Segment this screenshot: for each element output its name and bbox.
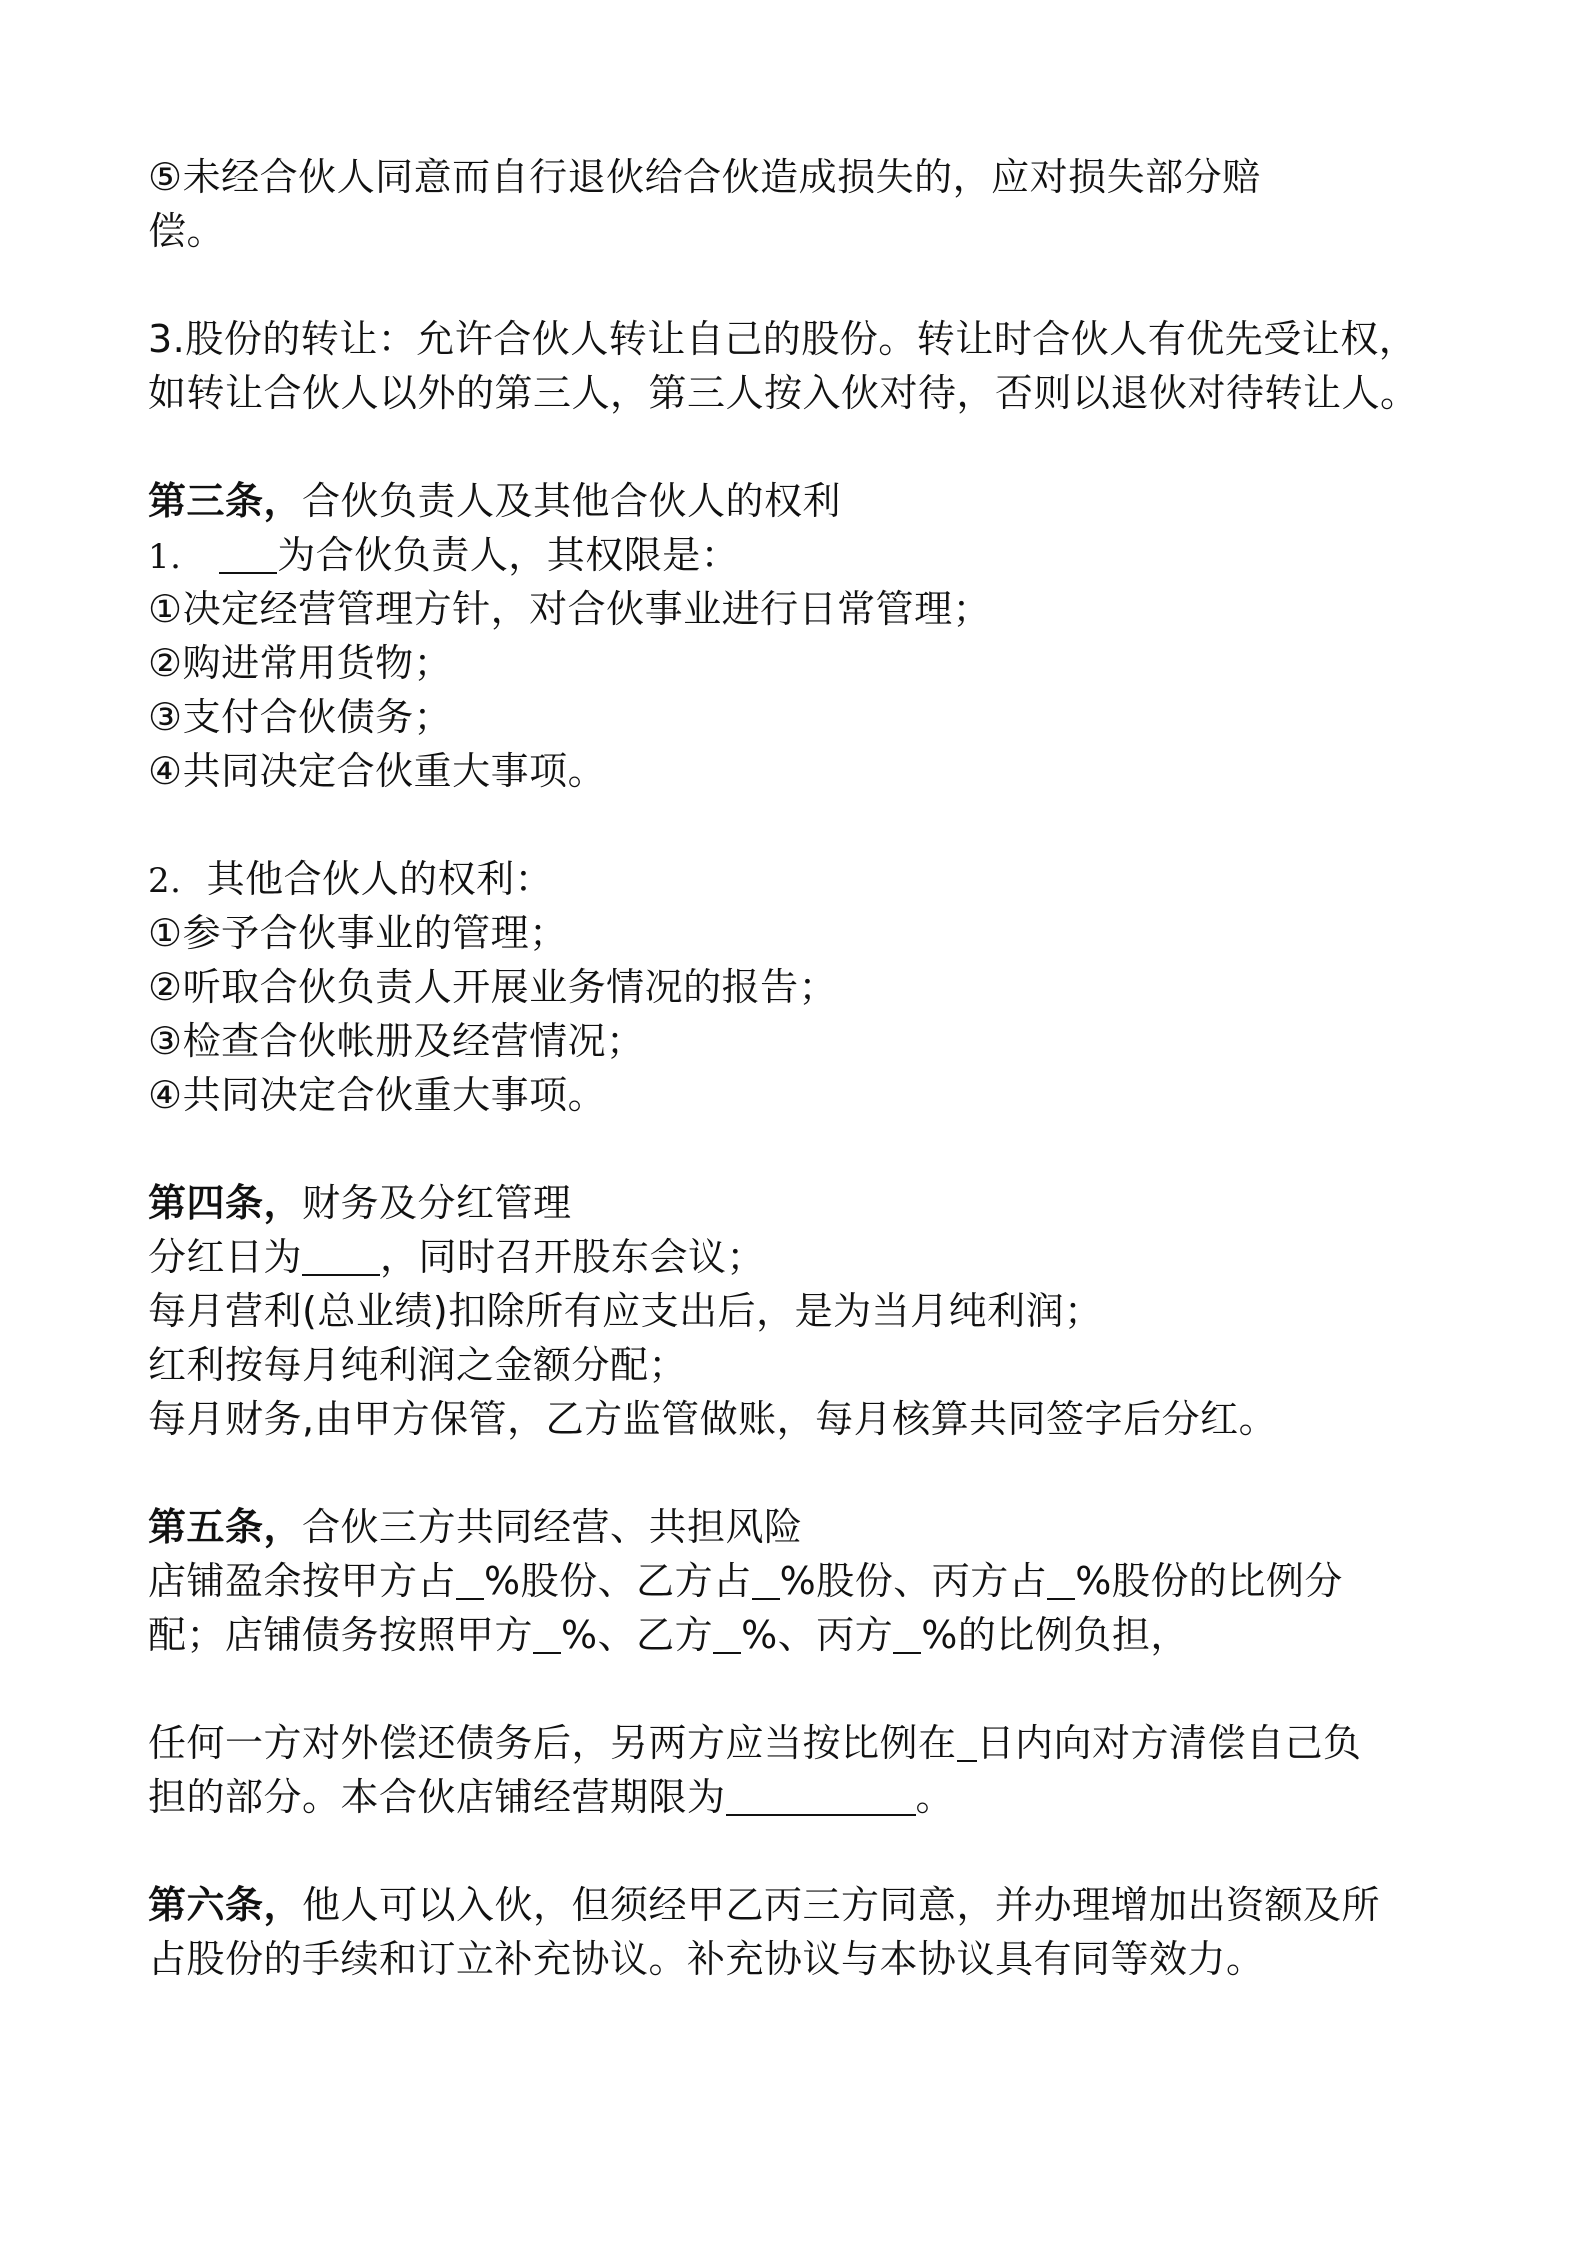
dividend-day-line: [148, 1230, 1448, 1284]
repay-line-1: [148, 1716, 1448, 1770]
text-segment: 分红日为: [148, 1235, 303, 1279]
share-transfer-line-2: 如转让合伙人以外的第三人，第三人按入伙对待，否则以退伙对待转让人。: [148, 371, 1419, 415]
text-segment: ，同时召开股东会议；: [380, 1235, 766, 1279]
clause-5-line-2: 偿。: [148, 209, 226, 253]
article-5-heading: [148, 1500, 1448, 1554]
point-number: 2.: [148, 861, 182, 901]
article-5-number: 第五条，: [148, 1505, 303, 1549]
spacer: [148, 1824, 1448, 1878]
article-4-number: 第四条，: [148, 1181, 303, 1225]
clause-5-line-1: ⑤未经合伙人同意而自行退伙给合伙造成损失的，应对损失部分赔: [148, 155, 1261, 199]
debt-line: [148, 1608, 1448, 1662]
text-segment: %股份、丙方占: [779, 1559, 1048, 1603]
list-item: ④共同决定合伙重大事项。: [148, 749, 607, 793]
document-page: [148, 150, 1448, 1986]
list-item: ①决定经营管理方针，对合伙事业进行日常管理；: [148, 587, 992, 631]
article-5-title: 合伙三方共同经营、共担风险: [302, 1505, 803, 1549]
blank-field: [219, 534, 277, 574]
blank-field: [752, 1560, 780, 1600]
spacer: [148, 1446, 1448, 1500]
article-3-point-1: [148, 528, 1448, 582]
profit-line: 每月营利(总业绩)扣除所有应支出后，是为当月纯利润；: [148, 1289, 1103, 1333]
surplus-line: [148, 1554, 1448, 1608]
text-segment: %、乙方: [561, 1613, 714, 1657]
article-4-heading: [148, 1176, 1448, 1230]
repay-line-2: [148, 1770, 1448, 1824]
article-3-heading: [148, 474, 1448, 528]
text-segment: 任何一方对外偿还债务后，另两方应当按比例在: [148, 1721, 957, 1765]
text-segment: %股份的比例分: [1075, 1559, 1343, 1603]
spacer: [148, 1122, 1448, 1176]
finance-line: 每月财务,由甲方保管，乙方监管做账，每月核算共同签字后分红。: [148, 1397, 1278, 1441]
point-text: 为合伙负责人，其权限是：: [277, 533, 740, 577]
blank-field: [957, 1722, 977, 1762]
list-item: ①参予合伙事业的管理；: [148, 911, 568, 955]
blank-field: [713, 1614, 741, 1654]
blank-field: [1047, 1560, 1075, 1600]
blank-field: [302, 1236, 380, 1276]
spacer: [148, 258, 1448, 312]
spacer: [148, 420, 1448, 474]
bonus-line: 红利按每月纯利润之金额分配；: [148, 1343, 688, 1387]
blank-field: [456, 1560, 484, 1600]
article-4-title: 财务及分红管理: [302, 1181, 572, 1225]
article-3-point-2: [148, 852, 1448, 906]
text-segment: %、丙方: [741, 1613, 894, 1657]
list-item: ②购进常用货物；: [148, 641, 453, 685]
article-6-number: 第六条，: [148, 1883, 303, 1927]
text-segment: 配；店铺债务按照甲方: [148, 1613, 534, 1657]
spacer: [148, 1662, 1448, 1716]
share-transfer-line-1: 3.股份的转让：允许合伙人转让自己的股份。转让时合伙人有优先受让权，: [148, 317, 1418, 361]
text-segment: 店铺盈余按甲方占: [148, 1559, 457, 1603]
article-6-line-2: 占股份的手续和订立补充协议。补充协议与本协议具有同等效力。: [148, 1937, 1265, 1981]
point-number: 1.: [148, 537, 182, 577]
text-segment: 。: [915, 1775, 955, 1819]
blank-field: [726, 1776, 916, 1816]
spacer: [148, 798, 1448, 852]
article-6-line-1: [148, 1878, 1448, 1932]
blank-field: [533, 1614, 561, 1654]
article-3-title: 合伙负责人及其他合伙人的权利: [302, 479, 842, 523]
text-segment: %股份、乙方占: [484, 1559, 752, 1603]
article-6-text: 他人可以入伙，但须经甲乙丙三方同意，并办理增加出资额及所: [302, 1883, 1381, 1927]
point-text: 其他合伙人的权利：: [206, 857, 554, 901]
text-segment: 日内向对方清偿自己负: [976, 1721, 1362, 1765]
list-item: ④共同决定合伙重大事项。: [148, 1073, 607, 1117]
text-segment: 担的部分。本合伙店铺经营期限为: [148, 1775, 726, 1819]
list-item: ③检查合伙帐册及经营情况；: [148, 1019, 645, 1063]
blank-field: [893, 1614, 921, 1654]
text-segment: %的比例负担，: [921, 1613, 1189, 1657]
list-item: ②听取合伙负责人开展业务情况的报告；: [148, 965, 838, 1009]
article-3-number: 第三条，: [148, 479, 303, 523]
list-item: ③支付合伙债务；: [148, 695, 453, 739]
